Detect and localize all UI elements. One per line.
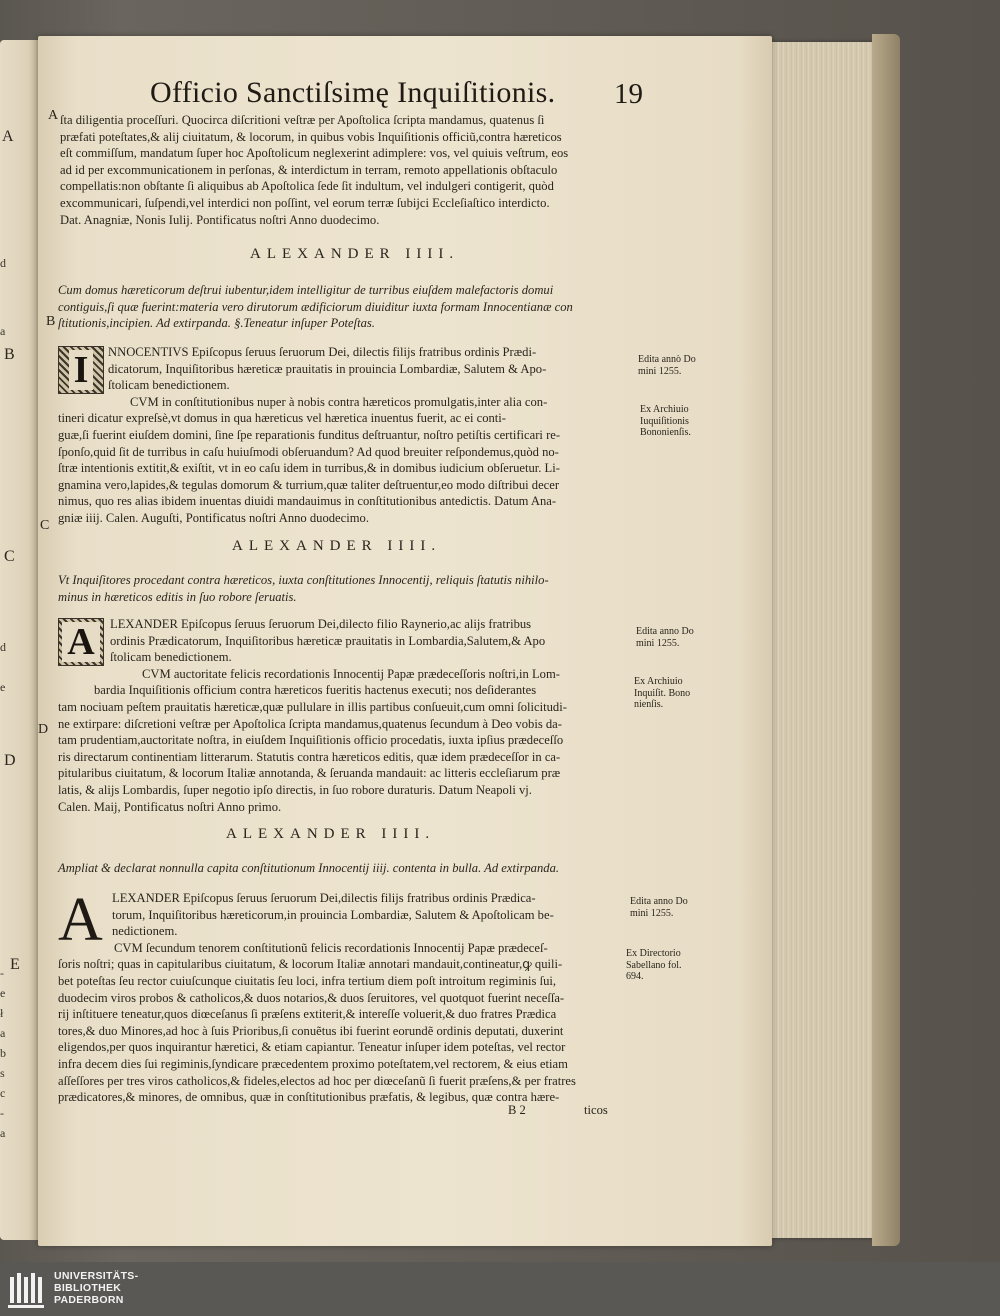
margin-letter-c: C bbox=[40, 518, 50, 533]
margin-letter-a: A bbox=[48, 108, 59, 123]
note-line: Sabellano fol. bbox=[626, 959, 682, 971]
text-line: CVM in conſtitutionibus nuper à nobis contra hæreticos promulgatis,inter alia con- bbox=[130, 394, 548, 409]
text-line: ris directarum continentiam litterarum. Statutis contra hæreticos editis, quæ idem prædeceſſor in ca- bbox=[58, 749, 561, 764]
left-margin-letter-c: C bbox=[4, 548, 15, 565]
footer-bar bbox=[0, 1262, 1000, 1316]
left-page-fragment: c bbox=[0, 1086, 6, 1100]
text-line: excommunicari, ſuſpendi,vel interdici non poſſint, vel eorum terræ ſubijci Eccleſiaſtico interdicto. bbox=[60, 195, 550, 210]
catchword: ticos bbox=[584, 1103, 608, 1117]
summary-line: Ampliat & declarat nonnulla capita conſtitutionum Innocentij iiij. contenta in bulla. Ad extirpanda. bbox=[58, 861, 560, 875]
text-line: gniæ iiij. Calen. Auguſti, Pontificatus noſtri Anno duodecimo. bbox=[58, 510, 369, 525]
text-line: rij inſtituere teneatur,quos diœceſanus ſi præſens extiterit,& intereſſe voluerit,& duo fratres Prædica bbox=[58, 1007, 557, 1022]
text-line: dicatorum, Inquiſitoribus hæreticæ prauitatis in prouincia Lombardiæ, Salutem & Apo- bbox=[108, 361, 547, 376]
note-line: mini 1255. bbox=[630, 907, 674, 919]
text-block-opening bbox=[60, 112, 568, 228]
text-line: pitularibus ciuitatum, & locorum Italiæ annotanda, & ſeruanda mandauit: ac litteris eccleſiarum præ bbox=[58, 766, 561, 781]
text-line: ad id per excommunicationem in perſonas, & interdictum in terram, remoto appellationis obſtaculo bbox=[60, 162, 558, 177]
note-line: Ex Archiuio bbox=[640, 404, 689, 415]
summary-line: minus in hæreticos editis in ſuo robore ſeruatis. bbox=[58, 589, 297, 604]
left-margin-letter-b: B bbox=[4, 346, 15, 363]
left-page-fragment: a bbox=[0, 1126, 6, 1140]
note-line: nienſis. bbox=[634, 699, 664, 710]
text-line: ſtolicam benedictionem. bbox=[110, 650, 232, 665]
logo-line: BIBLIOTHEK bbox=[54, 1282, 122, 1294]
note-line: Edita annò Do bbox=[638, 354, 696, 365]
running-head-title: Officio Sanctiſsimę Inquiſitionis. bbox=[150, 76, 556, 109]
note-line: mini 1255. bbox=[636, 637, 680, 649]
library-logo-icon bbox=[8, 1271, 48, 1309]
left-page-fragment: s bbox=[0, 1066, 5, 1080]
margin-note bbox=[626, 948, 682, 983]
text-line: tam prudentiam,auctoritate noſtra, in eiuſdem Inquiſitionis officio procedatis, iuxta ipſius prædeceſſo bbox=[58, 733, 564, 748]
summary-line: ſtitutionis,incipien. Ad extirpanda. §.Teneatur inſuper Poteſtas. bbox=[58, 316, 375, 331]
left-margin-letter-d: D bbox=[4, 752, 16, 769]
left-page-fragment: - bbox=[0, 1106, 4, 1120]
note-line: 694. bbox=[626, 971, 644, 982]
text-line: LEXANDER Epiſcopus ſeruus ſeruorum Dei,dilecto filio Raynerio,ac alijs fratribus bbox=[110, 617, 532, 631]
text-line: tores,& duo Minores,ad hoc à ſuis Prioribus,ſi conuẽtus ibi fuerint eorundẽ ordinis deputati, duxerint bbox=[58, 1023, 564, 1038]
text-line: Dat. Anagniæ, Nonis Iulij. Pontificatus noſtri Anno duodecimo. bbox=[60, 212, 380, 227]
section-body bbox=[58, 616, 567, 815]
note-line: Ex Directorio bbox=[626, 948, 681, 959]
text-line: infra decem dies ſui regiminis,ſyndicare præcedentem proximo poteſtatem,vel rectorem, & eius etiam bbox=[58, 1056, 568, 1071]
section-heading: ALEXANDER IIII. bbox=[250, 246, 460, 262]
initial-letter: I bbox=[69, 350, 94, 390]
note-line: mini 1255. bbox=[638, 365, 682, 377]
left-facing-page bbox=[0, 40, 40, 1240]
left-page-fragment: e bbox=[0, 680, 6, 694]
text-line: guæ,ſi fuerint eiuſdem domini, ſine ſpe reparationis funditus deſtruantur, noſtro petiſtis certificari re- bbox=[58, 427, 561, 442]
text-line: ſponſo,quid ſit de turribus in caſu huiuſmodi obſeruandum? Ad quod breuiter reſpondemus,quòd no- bbox=[58, 444, 559, 459]
note-line: Edita anno Do bbox=[630, 896, 688, 907]
section-summary bbox=[58, 282, 573, 332]
left-page-fragment: b bbox=[0, 1046, 6, 1060]
left-page-fragment: d bbox=[0, 256, 6, 270]
text-line: prædicatores,& minores, de omnibus, quæ in conſtitutionibus præfatis, & legibus, quæ contra hære- bbox=[58, 1090, 560, 1105]
running-head bbox=[110, 42, 730, 112]
summary-line: Cum domus hæreticorum deſtrui iubentur,idem intelligitur de turribus eiuſdem malefactoris domui bbox=[58, 283, 554, 297]
note-line: Inquiſit. Bono bbox=[634, 687, 691, 699]
section-summary bbox=[58, 572, 549, 605]
left-margin-letter-a: A bbox=[2, 128, 14, 145]
logo-line: PADERBORN bbox=[54, 1294, 124, 1306]
text-line: tineri dicatur expreſsè,vt domus in qua hæreticus vel hæretica inuentus fuerit, ac ei conti- bbox=[58, 411, 506, 426]
left-margin-letter-e: E bbox=[10, 956, 20, 973]
left-page-fragment: e bbox=[0, 986, 6, 1000]
text-line: eligendos,per quos inquirantur hæretici, & etiam capiantur. Teneatur inſuper idem poteſtas, vel rector bbox=[58, 1040, 566, 1055]
text-line: ordinis Prædicatorum, Inquiſitoribus hæreticæ prauitatis in Lombardia,Salutem,& Apo bbox=[110, 633, 546, 648]
text-line: LEXANDER Epiſcopus ſeruus ſeruorum Dei,dilectis filijs fratribus ordinis Prædica- bbox=[112, 891, 536, 905]
section-body bbox=[58, 344, 560, 527]
text-line: bet poteſtas ſeu rector cuiuſcunque ciuitatis ſeu loci, infra tertium diem poſt introitum regiminis ſui, bbox=[58, 973, 557, 988]
left-page-fragment: a bbox=[0, 324, 6, 338]
summary-line: contiguis,ſi quæ fuerint:materia vero dirutorum ædificiorum diuiditur iuxta formam Innocentianæ con bbox=[58, 299, 573, 314]
margin-letter-d: D bbox=[38, 722, 49, 737]
text-line: ſoris noſtri; quas in capitularibus ciuitatum, & locorum Italiæ annotari mandauit,contineatur,ꝙ quili- bbox=[58, 957, 563, 972]
note-line: Edita anno Do bbox=[636, 626, 694, 637]
text-line: aſſeſſores per tres viros catholicos,& fideles,electos ad hoc per diœceſanũ ſi fuerit præſens,& per fratres bbox=[58, 1073, 576, 1088]
text-line: tam nociuam peſtem prauitatis hæreticæ,quæ pullulare in illis partibus conſueuit,cum omni ſolicitudi- bbox=[58, 699, 567, 714]
section-heading: ALEXANDER IIII. bbox=[232, 538, 442, 554]
initial-letter: A bbox=[58, 886, 103, 954]
text-line: duodecim viros probos & catholicos,& duos notarios,& duos ſeruitores, vel quotquot fuerint neceſſa- bbox=[58, 990, 565, 1005]
section-summary bbox=[58, 860, 559, 877]
page-fore-edge bbox=[770, 42, 883, 1238]
text-line: nedictionem. bbox=[112, 924, 178, 939]
text-line: ne extirpare: diſcretioni veſtræ per Apoſtolica ſcripta mandamus,quatenus ſecundum à Deo vobis da- bbox=[58, 716, 562, 731]
text-line: nimus, quo res alias ibidem inuentas diuidi mandauimus in conſtitutionibus antedictis. Datum Ana- bbox=[58, 494, 557, 509]
margin-note bbox=[640, 404, 691, 439]
text-line: eſt commiſſum, mandatum ſuper hoc Apoſtolicum neglexerint adimplere: vos, vel quiuis veſtrum, eos bbox=[60, 146, 569, 161]
text-line: ſtræ intentionis extitit,& exiſtit, vt in eo caſu idem in turribus,& in domibus iudicium obſeruetur. Li- bbox=[58, 461, 560, 476]
section-heading: ALEXANDER IIII. bbox=[226, 826, 436, 842]
text-line: gnamina vero,lapides,& tegulas domorum & turrium,quæ taliter deſtruentur,eo modo diſtribui decer bbox=[58, 477, 560, 492]
note-line: Iuquiſitionis bbox=[640, 415, 689, 427]
text-line: CVM ſecundum tenorem conſtitutionũ felicis recordationis Innocentij Papæ prædeceſ- bbox=[114, 940, 548, 955]
left-page-fragment: a bbox=[0, 1026, 6, 1040]
library-logo-text bbox=[54, 1270, 138, 1306]
left-page-fragment: - bbox=[0, 966, 4, 980]
page-number: 19 bbox=[614, 78, 643, 110]
text-line: compellatis:non obſtante ſi aliquibus ab Apoſtolica ſede ſit indultum, vel indulgeri contigerit, quòd bbox=[60, 179, 554, 194]
margin-note bbox=[638, 354, 696, 377]
text-line: Calen. Maij, Pontificatus noſtri Anno primo. bbox=[58, 799, 282, 814]
left-page-fragment: ł bbox=[0, 1006, 4, 1020]
left-page-fragment: d bbox=[0, 640, 6, 654]
signature-mark: B 2 bbox=[508, 1103, 526, 1117]
margin-note bbox=[630, 896, 688, 919]
text-line: NNOCENTIVS Epiſcopus ſeruus ſeruorum Dei, dilectis filijs fratribus ordinis Prædi- bbox=[108, 345, 537, 359]
text-line: præfati poteſtates,& alij ciuitatum, & locorum, in quibus vobis Inquiſitionis officiũ,contra hæreticos bbox=[60, 129, 562, 144]
text-line: CVM auctoritate felicis recordationis Innocentij Papæ prædeceſſoris noſtri,in Lom- bbox=[142, 666, 560, 681]
text-line: ſtolicam benedictionem. bbox=[108, 378, 230, 393]
margin-note bbox=[636, 626, 694, 649]
summary-line: Vt Inquiſitores procedant contra hæreticos, iuxta conſtitutiones Innocentij, reliquis ſtatutis nihilo- bbox=[58, 573, 549, 587]
section-body bbox=[58, 886, 576, 1106]
logo-line: UNIVERSITÄTS- bbox=[54, 1270, 139, 1282]
text-line: torum, Inquiſitoribus hæreticorum,in prouincia Lombardiæ, Salutem & Apoſtolicam be- bbox=[112, 907, 554, 922]
text-line: bardia Inquiſitionis officium contra hæreticos fueritis hactenus executi; nos deſiderantes bbox=[94, 683, 537, 698]
text-line: ſta diligentia proceſſuri. Quocirca diſcritioni veſtræ per Apoſtolica ſcripta mandamus, quatenus ſi bbox=[60, 113, 545, 127]
margin-letter-b: B bbox=[46, 314, 56, 329]
note-line: Bononienſis. bbox=[640, 427, 691, 438]
text-line: latis, & alijs Lombardis, ſuper negotio ipſo directis, in ſuo robore duraturis. Datum Neapoli vj. bbox=[58, 782, 532, 797]
margin-note bbox=[634, 676, 690, 711]
initial-letter: A bbox=[62, 622, 99, 662]
note-line: Ex Archiuio bbox=[634, 676, 683, 687]
book-cover-edge bbox=[872, 34, 900, 1246]
